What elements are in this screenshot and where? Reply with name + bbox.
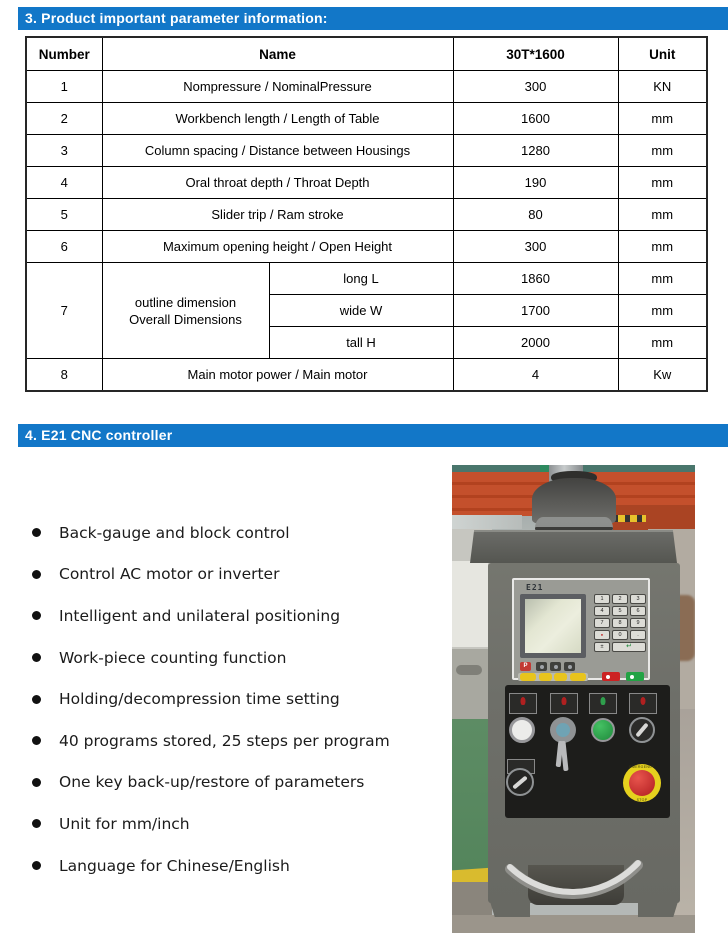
cell-unit: mm — [618, 295, 707, 327]
keypad-key: 7 — [594, 618, 610, 628]
section-4-header: 4. E21 CNC controller — [18, 424, 728, 447]
cell-number: 7 — [26, 263, 102, 359]
e21-panel — [512, 578, 650, 680]
cell-name: Maximum opening height / Open Height — [102, 231, 453, 263]
jog-key-strip — [518, 673, 588, 681]
table-row — [26, 103, 707, 135]
background-machine — [452, 561, 488, 647]
cell-number: 3 — [26, 135, 102, 167]
feature-text: Intelligent and unilateral positioning — [59, 606, 341, 625]
lcd-screen — [525, 599, 581, 653]
cell-value: 1700 — [453, 295, 618, 327]
cell-value: 2000 — [453, 327, 618, 359]
keypad-key: 4 — [594, 606, 610, 616]
keypad-key: . — [630, 630, 646, 640]
feature-list — [28, 512, 448, 886]
bullet-icon — [32, 819, 41, 828]
cell-value: 190 — [453, 167, 618, 199]
ceiling-slats — [452, 515, 522, 529]
numeric-keypad — [594, 594, 646, 654]
feature-text: Back-gauge and block control — [59, 523, 290, 542]
estop-mushroom — [629, 770, 655, 796]
swivel-ring — [535, 527, 613, 530]
feature-item — [28, 678, 448, 720]
emergency-stop-button — [623, 764, 661, 802]
feature-item — [28, 762, 448, 804]
carry-handle — [496, 857, 652, 905]
cell-number: 8 — [26, 359, 102, 391]
jog-key — [520, 673, 536, 681]
cell-number: 2 — [26, 103, 102, 135]
feature-item — [28, 554, 448, 596]
keypad-key: 8 — [612, 618, 628, 628]
cell-name: Column spacing / Distance between Housings — [102, 135, 453, 167]
feature-item — [28, 637, 448, 679]
table-row — [26, 135, 707, 167]
cell-value: 300 — [453, 231, 618, 263]
feature-text: Language for Chinese/English — [59, 856, 290, 875]
bullet-icon — [32, 861, 41, 870]
table-row — [26, 263, 707, 295]
cell-unit: KN — [618, 71, 707, 103]
estop-text-bottom: STOP — [636, 797, 648, 802]
table-row — [26, 199, 707, 231]
cell-name-line: Overall Dimensions — [129, 311, 242, 327]
mode-selector-handle — [512, 776, 528, 790]
key-switch — [550, 717, 576, 743]
feature-item — [28, 720, 448, 762]
cell-name — [102, 263, 269, 359]
cell-sub-label: tall H — [269, 327, 453, 359]
bullet-icon — [32, 695, 41, 704]
button-plate — [589, 693, 617, 714]
cell-unit: mm — [618, 231, 707, 263]
function-button-icon — [550, 662, 561, 671]
keypad-key: 6 — [630, 606, 646, 616]
bullet-icon — [32, 653, 41, 662]
feature-item — [28, 803, 448, 845]
cell-value: 300 — [453, 71, 618, 103]
controller-photo — [452, 465, 695, 933]
cell-sub-label: long L — [269, 263, 453, 295]
table-header-row — [26, 37, 707, 71]
green-floor — [452, 719, 492, 871]
cell-unit: mm — [618, 199, 707, 231]
hanging-keys — [557, 741, 567, 779]
cell-name: Workbench length / Length of Table — [102, 103, 453, 135]
function-button-row — [520, 662, 590, 671]
cell-sub-label: wide W — [269, 295, 453, 327]
cell-name: Nompressure / NominalPressure — [102, 71, 453, 103]
table-row — [26, 71, 707, 103]
feature-text: Control AC motor or inverter — [59, 565, 280, 584]
cell-unit: mm — [618, 327, 707, 359]
lcd-frame — [520, 594, 586, 658]
jog-key — [539, 673, 552, 681]
pendant-head — [470, 530, 677, 563]
keypad-key: 2 — [612, 594, 628, 604]
col-header-unit: Unit — [618, 37, 707, 71]
button-plate — [550, 693, 578, 714]
feature-item — [28, 512, 448, 554]
bullet-icon — [32, 778, 41, 787]
cell-name-line: outline dimension — [134, 294, 237, 310]
keypad-key: 1 — [594, 594, 610, 604]
bullet-icon — [32, 570, 41, 579]
floor-bottom — [452, 915, 695, 933]
keypad-key: ● — [594, 630, 610, 640]
feature-text: One key back-up/restore of parameters — [59, 773, 365, 792]
stop-button — [602, 672, 620, 681]
keypad-key: ± — [594, 642, 610, 652]
cell-unit: mm — [618, 135, 707, 167]
cell-number: 6 — [26, 231, 102, 263]
keypad-key: ↵ — [612, 642, 646, 652]
push-button-field — [505, 685, 670, 818]
cell-value: 1280 — [453, 135, 618, 167]
keypad-key: 5 — [612, 606, 628, 616]
keypad-key: 3 — [630, 594, 646, 604]
feature-text: Work-piece counting function — [59, 648, 287, 667]
section-3-header: 3. Product important parameter information: — [18, 7, 728, 30]
estop-text-top: EMERGENCY — [629, 764, 655, 769]
cell-unit: mm — [618, 263, 707, 295]
feature-text: 40 programs stored, 25 steps per program — [59, 731, 390, 750]
bullet-icon — [32, 611, 41, 620]
selector-handle — [635, 723, 648, 738]
cell-unit: mm — [618, 103, 707, 135]
cell-unit: Kw — [618, 359, 707, 391]
table-row — [26, 231, 707, 263]
cell-value: 80 — [453, 199, 618, 231]
bullet-icon — [32, 736, 41, 745]
parameters-table — [25, 36, 708, 392]
start-button — [626, 672, 644, 681]
selector-switch — [629, 717, 655, 743]
function-button-icon — [564, 662, 575, 671]
mode-selector-switch — [506, 768, 534, 796]
feature-item — [28, 595, 448, 637]
cell-unit: mm — [618, 167, 707, 199]
cell-value: 4 — [453, 359, 618, 391]
jog-key — [554, 673, 567, 681]
white-push-button — [509, 717, 535, 743]
col-header-name: Name — [102, 37, 453, 71]
button-plate — [629, 693, 657, 714]
background-floor-left — [452, 649, 492, 721]
cell-name: Oral throat depth / Throat Depth — [102, 167, 453, 199]
cell-value: 1860 — [453, 263, 618, 295]
keypad-key: 0 — [612, 630, 628, 640]
bullet-icon — [32, 528, 41, 537]
cell-name: Slider trip / Ram stroke — [102, 199, 453, 231]
e21-label: E21 — [526, 583, 544, 592]
p-button: P — [520, 662, 531, 671]
parameters-table-wrap — [25, 36, 706, 392]
key-switch-core — [556, 723, 570, 737]
cell-number: 4 — [26, 167, 102, 199]
feature-text: Holding/decompression time setting — [59, 690, 340, 709]
keypad-key: 9 — [630, 618, 646, 628]
col-header-number: Number — [26, 37, 102, 71]
table-row — [26, 167, 707, 199]
table-row — [26, 359, 707, 391]
cell-number: 5 — [26, 199, 102, 231]
feature-text: Unit for mm/inch — [59, 814, 190, 833]
feature-item — [28, 845, 448, 887]
button-plate — [509, 693, 537, 714]
background-object — [456, 665, 482, 675]
cell-name: Main motor power / Main motor — [102, 359, 453, 391]
jog-key — [570, 673, 586, 681]
cell-value: 1600 — [453, 103, 618, 135]
cell-number: 1 — [26, 71, 102, 103]
green-push-button — [591, 718, 615, 742]
function-button-icon — [536, 662, 547, 671]
col-header-model: 30T*1600 — [453, 37, 618, 71]
